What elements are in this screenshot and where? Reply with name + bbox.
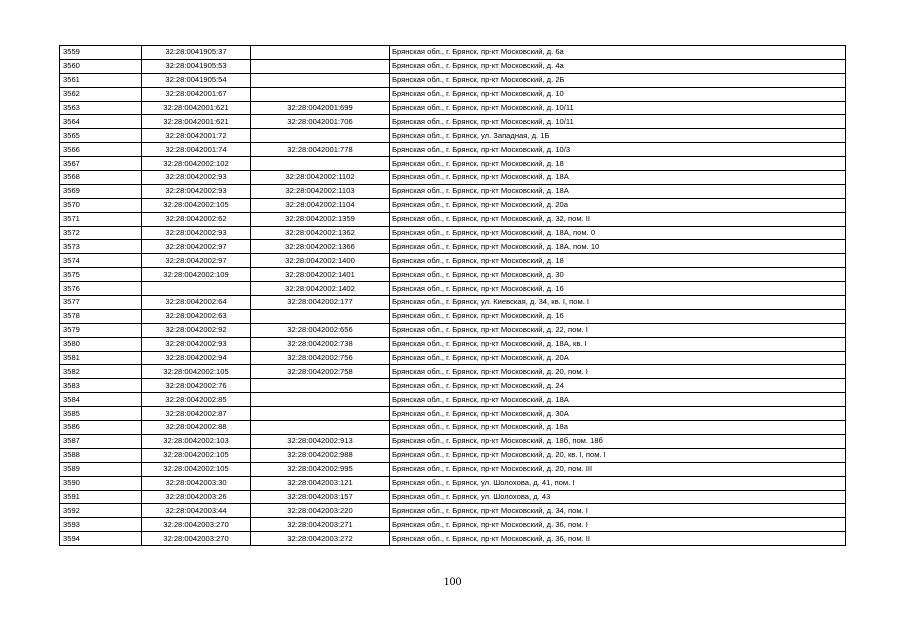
- cadastral-number-cell: [251, 421, 390, 435]
- cadastral-number-cell: 32:28:0042001:699: [251, 101, 390, 115]
- table-row: [60, 448, 846, 462]
- table-row: [60, 476, 846, 490]
- parent-cadastral-number-cell: 32:28:0042002:94: [142, 351, 251, 365]
- address-cell: Брянская обл., г. Брянск, ул. Шолохова, д. 41, пом. I: [390, 476, 846, 490]
- parent-cadastral-number-cell: [142, 282, 251, 296]
- parent-cadastral-number-cell: 32:28:0042002:92: [142, 323, 251, 337]
- row-number-cell: 3566: [60, 143, 142, 157]
- parent-cadastral-number-cell: 32:28:0042002:62: [142, 212, 251, 226]
- parent-cadastral-number-cell: 32:28:0042001:67: [142, 87, 251, 101]
- table-row: [60, 462, 846, 476]
- parent-cadastral-number-cell: 32:28:0042002:87: [142, 407, 251, 421]
- address-cell: Брянская обл., г. Брянск, пр-кт Московский, д. 18: [390, 157, 846, 171]
- parent-cadastral-number-cell: 32:28:0042002:103: [142, 434, 251, 448]
- cadastral-number-cell: 32:28:0042002:1103: [251, 184, 390, 198]
- row-number-cell: 3582: [60, 365, 142, 379]
- cadastral-number-cell: 32:28:0042002:913: [251, 434, 390, 448]
- table-row: [60, 365, 846, 379]
- row-number-cell: 3577: [60, 296, 142, 310]
- table-row: [60, 309, 846, 323]
- table-row: [60, 393, 846, 407]
- table-row: [60, 240, 846, 254]
- address-cell: Брянская обл., г. Брянск, ул. Западная, д. 1Б: [390, 129, 846, 143]
- table-row: [60, 407, 846, 421]
- address-cell: Брянская обл., г. Брянск, ул. Киевская, д. 34, кв. I, пом. I: [390, 296, 846, 310]
- cadastral-number-cell: [251, 157, 390, 171]
- table-row: [60, 212, 846, 226]
- address-cell: Брянская обл., г. Брянск, пр-кт Московский, д. 18а: [390, 421, 846, 435]
- address-cell: Брянская обл., г. Брянск, пр-кт Московский, д. 10: [390, 87, 846, 101]
- cadastral-number-cell: 32:28:0042002:1402: [251, 282, 390, 296]
- parent-cadastral-number-cell: 32:28:0042002:109: [142, 268, 251, 282]
- table-row: [60, 59, 846, 73]
- parent-cadastral-number-cell: 32:28:0041905:54: [142, 73, 251, 87]
- row-number-cell: 3569: [60, 184, 142, 198]
- parent-cadastral-number-cell: 32:28:0042002:88: [142, 421, 251, 435]
- parent-cadastral-number-cell: 32:28:0042002:97: [142, 240, 251, 254]
- row-number-cell: 3570: [60, 198, 142, 212]
- parent-cadastral-number-cell: 32:28:0042002:105: [142, 198, 251, 212]
- address-cell: Брянская обл., г. Брянск, пр-кт Московский, д. 24: [390, 379, 846, 393]
- row-number-cell: 3576: [60, 282, 142, 296]
- table-row: [60, 532, 846, 546]
- table-row: [60, 351, 846, 365]
- row-number-cell: 3565: [60, 129, 142, 143]
- table-row: [60, 115, 846, 129]
- address-cell: Брянская обл., г. Брянск, пр-кт Московский, д. 34, пом. I: [390, 504, 846, 518]
- parent-cadastral-number-cell: 32:28:0041905:53: [142, 59, 251, 73]
- parent-cadastral-number-cell: 32:28:0042002:64: [142, 296, 251, 310]
- address-cell: Брянская обл., г. Брянск, пр-кт Московский, д. 10/11: [390, 115, 846, 129]
- table-row: [60, 490, 846, 504]
- parent-cadastral-number-cell: 32:28:0042002:93: [142, 184, 251, 198]
- row-number-cell: 3568: [60, 171, 142, 185]
- parent-cadastral-number-cell: 32:28:0042002:105: [142, 462, 251, 476]
- table-row: [60, 129, 846, 143]
- cadastral-number-cell: 32:28:0042002:756: [251, 351, 390, 365]
- parent-cadastral-number-cell: 32:28:0042002:93: [142, 171, 251, 185]
- row-number-cell: 3575: [60, 268, 142, 282]
- table-row: [60, 379, 846, 393]
- parent-cadastral-number-cell: 32:28:0042001:72: [142, 129, 251, 143]
- table-row: [60, 101, 846, 115]
- row-number-cell: 3561: [60, 73, 142, 87]
- cadastral-number-cell: [251, 129, 390, 143]
- address-cell: Брянская обл., г. Брянск, пр-кт Московский, д. 20, пом. III: [390, 462, 846, 476]
- address-cell: Брянская обл., г. Брянск, пр-кт Московский, д. 18А, кв. I: [390, 337, 846, 351]
- table-row: [60, 198, 846, 212]
- address-cell: Брянская обл., г. Брянск, пр-кт Московский, д. 30: [390, 268, 846, 282]
- table-row: [60, 518, 846, 532]
- address-cell: Брянская обл., г. Брянск, пр-кт Московский, д. 36, пом. I: [390, 518, 846, 532]
- address-cell: Брянская обл., г. Брянск, пр-кт Московский, д. 18б, пом. 18б: [390, 434, 846, 448]
- row-number-cell: 3578: [60, 309, 142, 323]
- parent-cadastral-number-cell: 32:28:0042001:621: [142, 115, 251, 129]
- address-cell: Брянская обл., г. Брянск, пр-кт Московский, д. 22, пом. I: [390, 323, 846, 337]
- cadastral-number-cell: [251, 59, 390, 73]
- address-cell: Брянская обл., г. Брянск, пр-кт Московский, д. 18: [390, 254, 846, 268]
- parent-cadastral-number-cell: 32:28:0042003:30: [142, 476, 251, 490]
- row-number-cell: 3583: [60, 379, 142, 393]
- address-cell: Брянская обл., г. Брянск, пр-кт Московский, д. 6а: [390, 46, 846, 60]
- registry-table: [59, 45, 846, 546]
- row-number-cell: 3593: [60, 518, 142, 532]
- cadastral-number-cell: 32:28:0042002:738: [251, 337, 390, 351]
- row-number-cell: 3591: [60, 490, 142, 504]
- address-cell: Брянская обл., г. Брянск, пр-кт Московский, д. 20, кв. I, пом. I: [390, 448, 846, 462]
- table-row: [60, 226, 846, 240]
- cadastral-number-cell: 32:28:0042002:1102: [251, 171, 390, 185]
- row-number-cell: 3562: [60, 87, 142, 101]
- address-cell: Брянская обл., г. Брянск, пр-кт Московский, д. 16: [390, 309, 846, 323]
- cadastral-number-cell: 32:28:0042003:157: [251, 490, 390, 504]
- parent-cadastral-number-cell: 32:28:0042002:102: [142, 157, 251, 171]
- address-cell: Брянская обл., г. Брянск, пр-кт Московский, д. 18А, пом. 10: [390, 240, 846, 254]
- row-number-cell: 3563: [60, 101, 142, 115]
- address-cell: Брянская обл., г. Брянск, пр-кт Московский, д. 10/11: [390, 101, 846, 115]
- table-row: [60, 268, 846, 282]
- parent-cadastral-number-cell: 32:28:0042002:63: [142, 309, 251, 323]
- parent-cadastral-number-cell: 32:28:0042002:97: [142, 254, 251, 268]
- row-number-cell: 3571: [60, 212, 142, 226]
- cadastral-number-cell: 32:28:0042003:121: [251, 476, 390, 490]
- cadastral-number-cell: 32:28:0042003:272: [251, 532, 390, 546]
- cadastral-number-cell: 32:28:0042002:988: [251, 448, 390, 462]
- cadastral-number-cell: 32:28:0042001:706: [251, 115, 390, 129]
- cadastral-number-cell: 32:28:0042002:1104: [251, 198, 390, 212]
- table-row: [60, 421, 846, 435]
- parent-cadastral-number-cell: 32:28:0042003:44: [142, 504, 251, 518]
- address-cell: Брянская обл., г. Брянск, пр-кт Московский, д. 20А: [390, 351, 846, 365]
- page-number: 100: [443, 574, 462, 588]
- row-number-cell: 3589: [60, 462, 142, 476]
- parent-cadastral-number-cell: 32:28:0042002:85: [142, 393, 251, 407]
- address-cell: Брянская обл., г. Брянск, пр-кт Московский, д. 18А, пом. 0: [390, 226, 846, 240]
- table-row: [60, 434, 846, 448]
- parent-cadastral-number-cell: 32:28:0042002:93: [142, 226, 251, 240]
- table-body: [60, 46, 846, 546]
- parent-cadastral-number-cell: 32:28:0041905:37: [142, 46, 251, 60]
- row-number-cell: 3572: [60, 226, 142, 240]
- cadastral-number-cell: 32:28:0042002:1359: [251, 212, 390, 226]
- row-number-cell: 3594: [60, 532, 142, 546]
- table-row: [60, 87, 846, 101]
- parent-cadastral-number-cell: 32:28:0042001:74: [142, 143, 251, 157]
- table-row: [60, 73, 846, 87]
- cadastral-number-cell: [251, 379, 390, 393]
- parent-cadastral-number-cell: 32:28:0042003:270: [142, 532, 251, 546]
- cadastral-number-cell: 32:28:0042002:177: [251, 296, 390, 310]
- row-number-cell: 3564: [60, 115, 142, 129]
- row-number-cell: 3567: [60, 157, 142, 171]
- address-cell: Брянская обл., г. Брянск, пр-кт Московский, д. 32, пом. II: [390, 212, 846, 226]
- cadastral-number-cell: 32:28:0042003:271: [251, 518, 390, 532]
- parent-cadastral-number-cell: 32:28:0042002:93: [142, 337, 251, 351]
- cadastral-number-cell: 32:28:0042001:778: [251, 143, 390, 157]
- parent-cadastral-number-cell: 32:28:0042002:105: [142, 448, 251, 462]
- table-row: [60, 282, 846, 296]
- address-cell: Брянская обл., г. Брянск, пр-кт Московский, д. 30А: [390, 407, 846, 421]
- parent-cadastral-number-cell: 32:28:0042002:76: [142, 379, 251, 393]
- address-cell: Брянская обл., г. Брянск, пр-кт Московский, д. 16: [390, 282, 846, 296]
- row-number-cell: 3587: [60, 434, 142, 448]
- address-cell: Брянская обл., г. Брянск, пр-кт Московский, д. 2Б: [390, 73, 846, 87]
- address-cell: Брянская обл., г. Брянск, пр-кт Московский, д. 20, пом. I: [390, 365, 846, 379]
- cadastral-number-cell: 32:28:0042002:1366: [251, 240, 390, 254]
- address-cell: Брянская обл., г. Брянск, пр-кт Московский, д. 18А: [390, 393, 846, 407]
- cadastral-number-cell: [251, 46, 390, 60]
- address-cell: Брянская обл., г. Брянск, пр-кт Московский, д. 4а: [390, 59, 846, 73]
- row-number-cell: 3573: [60, 240, 142, 254]
- table-row: [60, 323, 846, 337]
- table-row: [60, 184, 846, 198]
- address-cell: Брянская обл., г. Брянск, пр-кт Московский, д. 10/3: [390, 143, 846, 157]
- cadastral-number-cell: 32:28:0042002:1362: [251, 226, 390, 240]
- parent-cadastral-number-cell: 32:28:0042002:105: [142, 365, 251, 379]
- row-number-cell: 3590: [60, 476, 142, 490]
- table-row: [60, 171, 846, 185]
- table-row: [60, 504, 846, 518]
- row-number-cell: 3588: [60, 448, 142, 462]
- row-number-cell: 3586: [60, 421, 142, 435]
- table-row: [60, 337, 846, 351]
- parent-cadastral-number-cell: 32:28:0042003:270: [142, 518, 251, 532]
- table-row: [60, 46, 846, 60]
- address-cell: Брянская обл., г. Брянск, пр-кт Московский, д. 18А: [390, 184, 846, 198]
- cadastral-number-cell: 32:28:0042002:995: [251, 462, 390, 476]
- address-cell: Брянская обл., г. Брянск, пр-кт Московский, д. 18А: [390, 171, 846, 185]
- address-cell: Брянская обл., г. Брянск, ул. Шолохова, д. 43: [390, 490, 846, 504]
- table-row: [60, 143, 846, 157]
- parent-cadastral-number-cell: 32:28:0042001:621: [142, 101, 251, 115]
- row-number-cell: 3574: [60, 254, 142, 268]
- cadastral-number-cell: 32:28:0042003:220: [251, 504, 390, 518]
- cadastral-number-cell: [251, 87, 390, 101]
- table-row: [60, 296, 846, 310]
- row-number-cell: 3579: [60, 323, 142, 337]
- row-number-cell: 3559: [60, 46, 142, 60]
- cadastral-number-cell: 32:28:0042002:656: [251, 323, 390, 337]
- row-number-cell: 3580: [60, 337, 142, 351]
- row-number-cell: 3581: [60, 351, 142, 365]
- row-number-cell: 3585: [60, 407, 142, 421]
- cadastral-number-cell: 32:28:0042002:1400: [251, 254, 390, 268]
- row-number-cell: 3584: [60, 393, 142, 407]
- table-row: [60, 254, 846, 268]
- cadastral-number-cell: [251, 73, 390, 87]
- row-number-cell: 3592: [60, 504, 142, 518]
- cadastral-number-cell: 32:28:0042002:1401: [251, 268, 390, 282]
- address-cell: Брянская обл., г. Брянск, пр-кт Московский, д. 20а: [390, 198, 846, 212]
- row-number-cell: 3560: [60, 59, 142, 73]
- parent-cadastral-number-cell: 32:28:0042003:26: [142, 490, 251, 504]
- cadastral-number-cell: 32:28:0042002:758: [251, 365, 390, 379]
- cadastral-number-cell: [251, 407, 390, 421]
- cadastral-number-cell: [251, 309, 390, 323]
- cadastral-number-cell: [251, 393, 390, 407]
- address-cell: Брянская обл., г. Брянск, пр-кт Московский, д. 36, пом. II: [390, 532, 846, 546]
- table-row: [60, 157, 846, 171]
